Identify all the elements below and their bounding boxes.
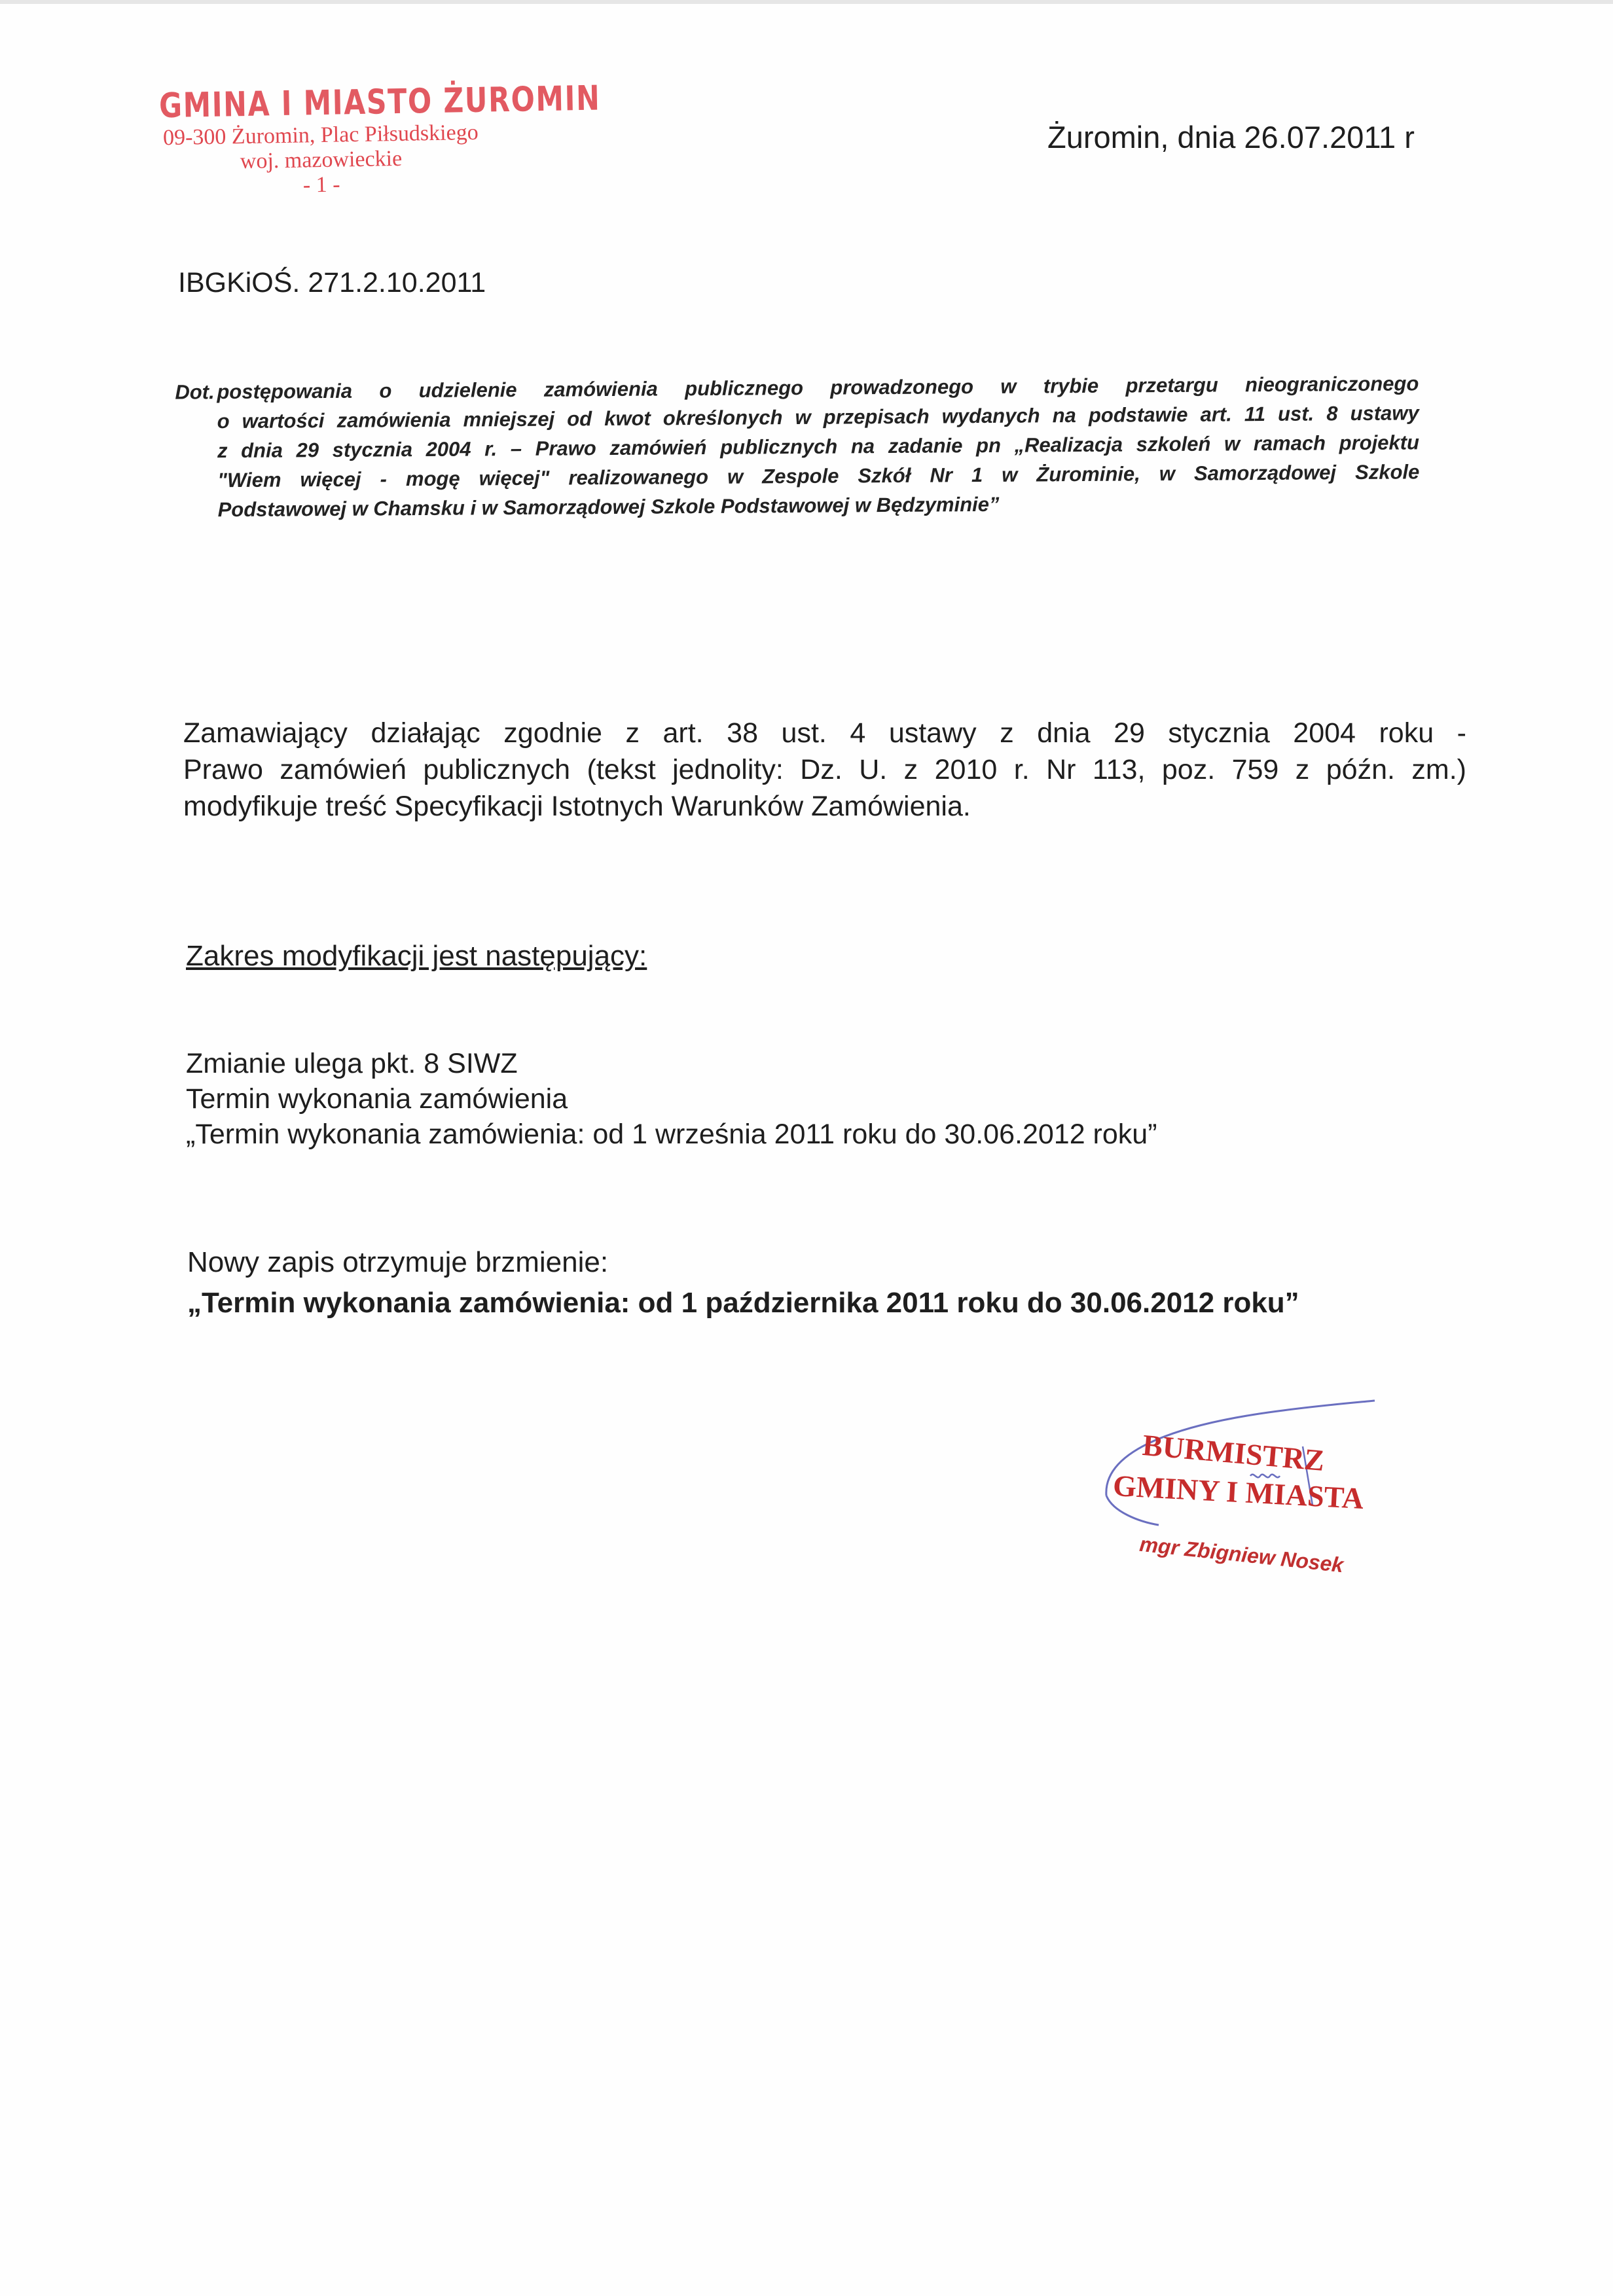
signature-stamp bbox=[1087, 1397, 1414, 1594]
body-line: modyfikuje treść Specyfikacji Istotnych Warunków Zamówienia. bbox=[183, 791, 971, 822]
body-line: Prawo zamówień publicznych (tekst jednolity: Dz. U. z 2010 r. Nr 113, poz. 759 z późn. zm.) bbox=[183, 754, 1466, 785]
scan-edge bbox=[0, 0, 1613, 4]
subject-line: postępowania o udzielenie zamówienia publicznego prowadzonego w trybie przetargu nieograniczonego bbox=[217, 372, 1419, 404]
scope-heading: Zakres modyfikacji jest następujący: bbox=[186, 940, 647, 972]
subject-label: Dot. bbox=[175, 380, 215, 404]
new-record-block bbox=[187, 1242, 1299, 1323]
signature-office: GMINY I MIASTA bbox=[1112, 1469, 1365, 1515]
subject-line: Podstawowej w Chamsku i w Samorządowej Szkole Podstawowej w Będzyminie” bbox=[217, 492, 1000, 522]
change-block bbox=[186, 1046, 1157, 1152]
subject-text bbox=[217, 368, 1420, 524]
change-line: Zmianie ulega pkt. 8 SIWZ bbox=[186, 1048, 518, 1079]
letterhead-number: - 1 - bbox=[302, 172, 340, 198]
subject-line: o wartości zamówienia mniejszej od kwot określonych w przepisach wydanych na podstawie art. 11 ust. 8 ustawy bbox=[217, 401, 1419, 433]
change-line: „Termin wykonania zamówienia: od 1 września 2011 roku do 30.06.2012 roku” bbox=[186, 1119, 1157, 1150]
signature-title: BURMISTRZ bbox=[1141, 1427, 1326, 1478]
subject-line: z dnia 29 stycznia 2004 r. – Prawo zamówień publicznych na zadanie pn „Realizacja szkoleń w ramach projektu bbox=[217, 431, 1420, 463]
letterhead-address: 09-300 Żuromin, Plac Piłsudskiego bbox=[162, 120, 479, 151]
subject-block bbox=[175, 368, 1420, 524]
subject-line: "Wiem więcej - mogę więcej" realizowanego w Zespole Szkół Nr 1 w Żurominie, w Samorządowej Szkole bbox=[217, 460, 1420, 492]
change-line: Termin wykonania zamówienia bbox=[186, 1083, 568, 1115]
letterhead-stamp bbox=[124, 79, 601, 201]
letterhead-title: GMINA I MIASTO ŻUROMIN bbox=[158, 79, 601, 126]
new-record-intro: Nowy zapis otrzymuje brzmienie: bbox=[187, 1246, 609, 1278]
signature-name: mgr Zbigniew Nosek bbox=[1138, 1532, 1345, 1577]
body-paragraph bbox=[183, 715, 1466, 825]
letterhead-region: woj. mazowieckie bbox=[240, 146, 403, 174]
body-line: Zamawiający działając zgodnie z art. 38 ust. 4 ustawy z dnia 29 stycznia 2004 roku - bbox=[183, 717, 1466, 749]
date-line: Żuromin, dnia 26.07.2011 r bbox=[1047, 120, 1415, 154]
reference-number: IBGKiOŚ. 271.2.10.2011 bbox=[178, 267, 486, 298]
new-record-text: „Termin wykonania zamówienia: od 1 października 2011 roku do 30.06.2012 roku” bbox=[187, 1287, 1299, 1319]
